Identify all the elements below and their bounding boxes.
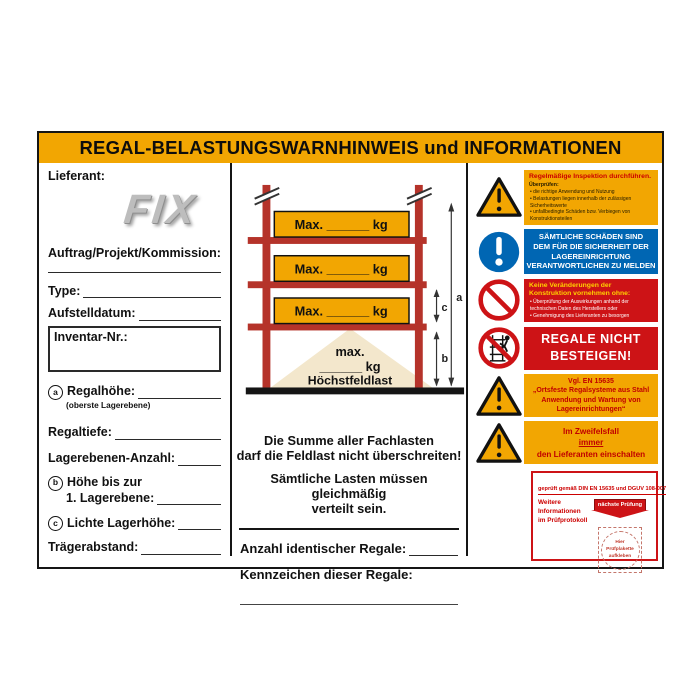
regaltiefe-field bbox=[48, 426, 221, 440]
hoehe-field-line2 bbox=[66, 492, 221, 506]
lagerebenen-blank-line bbox=[178, 453, 221, 466]
inspection-bullet: • unfallbedingte Schäden bzw. Verbiegen von Konstruktionsteilen bbox=[530, 209, 653, 223]
norm-reference-box bbox=[524, 374, 658, 417]
damage-report-line: DEM FÜR DIE SICHERHEIT DER bbox=[533, 241, 649, 251]
lagerebenen-anzahl-label: Lagerebenen-Anzahl: bbox=[48, 450, 176, 465]
safety-info-column bbox=[468, 163, 667, 559]
supplier-logo: FIX bbox=[121, 185, 200, 232]
auftrag-field bbox=[48, 247, 221, 261]
inspection-subheading: Überprüfen: bbox=[529, 182, 559, 189]
damage-report-line: SÄMTLICHE SCHÄDEN SIND bbox=[538, 231, 644, 241]
kennzeichen-field bbox=[240, 567, 458, 582]
certificate-heading: geprüft gemäß DIN EN 15635 und DGUV 108-007 bbox=[538, 486, 666, 495]
damage-report-line: LAGEREINRICHTUNG bbox=[551, 251, 631, 261]
no-changes-row bbox=[474, 278, 658, 322]
regalhoehe-field bbox=[48, 384, 221, 399]
sticker-circle bbox=[601, 531, 640, 570]
inspection-sticker-placeholder bbox=[598, 527, 642, 573]
lichte-lagerhoehe-label: Lichte Lagerhöhe: bbox=[67, 515, 176, 530]
traegerabstand-label: Trägerabstand: bbox=[48, 540, 139, 555]
regaltiefe-label: Regaltiefe: bbox=[48, 425, 112, 439]
no-changes-box bbox=[524, 279, 658, 322]
norm-line: „Ortsfeste Regalsysteme aus Stahl bbox=[532, 387, 650, 395]
type-blank-line bbox=[83, 285, 221, 298]
sign-columns bbox=[39, 163, 667, 582]
floor-bar bbox=[246, 387, 464, 394]
warning-triangle-icon bbox=[474, 422, 524, 464]
certificate-info-line2: im Prüfprotokoll bbox=[538, 516, 588, 524]
norm-reference-row bbox=[474, 374, 658, 417]
doubt-box bbox=[524, 421, 658, 464]
mandatory-exclamation-icon bbox=[474, 230, 524, 274]
warning-triangle-icon bbox=[474, 375, 524, 417]
certificate-info-line1: Weitere Informationen bbox=[538, 499, 581, 515]
inspection-row bbox=[474, 170, 658, 225]
rack-load-warning-sign bbox=[37, 131, 667, 582]
doubt-line2: immer bbox=[578, 438, 604, 448]
sticker-line2: Prüfplakette bbox=[606, 546, 634, 552]
no-changes-bullet-list bbox=[530, 299, 653, 319]
dim-a-label: a bbox=[456, 291, 463, 304]
dimension-a bbox=[448, 203, 454, 387]
middle-divider-line bbox=[239, 528, 459, 530]
even-load-note bbox=[234, 471, 464, 517]
damage-report-box bbox=[524, 229, 658, 274]
lagerebenen-anzahl-field bbox=[48, 452, 221, 466]
lichte-blank-line bbox=[178, 517, 221, 530]
damage-report-line: VERANTWORTLICHEN ZU MELDEN bbox=[526, 261, 656, 271]
sum-warning-line1: Die Summe aller Fachlasten bbox=[264, 433, 434, 448]
rack-diagram-column bbox=[230, 163, 468, 582]
kennzeichen-label: Kennzeichen dieser Regale: bbox=[240, 566, 413, 582]
regaltiefe-blank-line bbox=[115, 427, 221, 440]
shelf-max-load-label-1: Max. ______ kg bbox=[294, 217, 388, 233]
no-climbing-box bbox=[524, 327, 658, 370]
sum-warning-note bbox=[234, 433, 464, 464]
lieferant-label: Lieferant: bbox=[48, 169, 105, 183]
lieferant-field bbox=[48, 170, 221, 184]
inspection-bullet: • Belastungen liegen innerhalb der zulässigen Sicherheitswerte bbox=[530, 196, 653, 210]
lichte-lagerhoehe-field bbox=[48, 515, 221, 530]
even-load-line1: Sämtliche Lasten müssen gleichmäßig bbox=[270, 470, 428, 502]
rack-diagram bbox=[234, 163, 468, 433]
certificate-info bbox=[538, 499, 589, 573]
anzahl-regale-blank-line bbox=[409, 543, 458, 556]
triangle-hoechstfeldlast-label: Höchstfeldlast bbox=[307, 373, 393, 388]
even-load-line2: verteilt sein. bbox=[311, 501, 387, 517]
inspection-heading: Regelmäßige Inspektion durchführen. bbox=[529, 173, 651, 180]
dimension-c bbox=[434, 289, 440, 322]
auftrag-blank-line bbox=[48, 261, 221, 273]
anzahl-regale-field bbox=[240, 541, 458, 556]
certificate-right bbox=[589, 499, 651, 573]
doubt-line1: Im Zweifelsfall bbox=[563, 426, 619, 436]
anzahl-regale-label: Anzahl identischer Regale: bbox=[240, 540, 407, 556]
damage-report-row bbox=[474, 229, 658, 274]
inventar-label: Inventar-Nr.: bbox=[54, 330, 128, 344]
aufstelldatum-field bbox=[48, 307, 221, 321]
shelf-max-load-label-2: Max. ______ kg bbox=[294, 261, 388, 277]
no-changes-bullet: • Überprüfung der Auswirkungen anhand der technischen Daten des Herstellers oder bbox=[530, 299, 653, 313]
no-changes-heading: Keine Veränderungen der Konstruktion vornehmen ohne: bbox=[529, 281, 631, 297]
type-label: Type: bbox=[48, 283, 81, 298]
sticker-line1: Hier bbox=[615, 540, 625, 546]
norm-line: Anwendung und Wartung von bbox=[541, 396, 641, 404]
hoehe-label-line1: Höhe bis zur bbox=[67, 474, 143, 489]
no-climbing-icon bbox=[474, 326, 524, 370]
inventar-nr-box bbox=[48, 326, 221, 372]
inspection-box bbox=[524, 170, 658, 225]
inspection-certificate-box bbox=[531, 471, 667, 561]
prohibition-icon bbox=[474, 278, 524, 322]
sticker-line3: aufkleben bbox=[608, 553, 632, 559]
hoehe-label-line2: 1. Lagerebene: bbox=[66, 490, 155, 505]
rack-beam-3 bbox=[248, 324, 427, 331]
regalhoehe-blank-line bbox=[138, 386, 221, 399]
doubt-row bbox=[474, 421, 658, 464]
no-changes-bullet: • Genehmigung des Lieferanten zu besorgen bbox=[530, 313, 653, 320]
certificate-body bbox=[538, 499, 651, 573]
dimension-b bbox=[434, 331, 440, 386]
norm-line: Vgl. EN 15635 bbox=[568, 377, 614, 385]
traegerabstand-blank-line bbox=[141, 542, 221, 555]
warning-triangle-icon bbox=[474, 176, 524, 218]
regalhoehe-label: Regalhöhe: bbox=[67, 384, 136, 399]
next-inspection-badge: nächste Prüfung bbox=[594, 499, 646, 511]
triangle-max-label: max. bbox=[335, 344, 365, 360]
no-climbing-line1: REGALE NICHT bbox=[541, 332, 641, 347]
aufstelldatum-label: Aufstelldatum: bbox=[48, 306, 136, 321]
inspection-bullet: • die richtige Anwendung und Nutzung bbox=[530, 189, 653, 196]
circle-letter-a: a bbox=[48, 385, 63, 400]
shelf-max-load-label-3: Max. ______ kg bbox=[294, 303, 388, 319]
inspection-bullet-list bbox=[530, 189, 653, 223]
hoehe-field-line1 bbox=[48, 475, 221, 490]
hoehe-blank-line bbox=[157, 492, 221, 505]
no-climbing-row bbox=[474, 326, 658, 370]
type-field bbox=[48, 285, 221, 299]
kennzeichen-blank-line bbox=[240, 591, 458, 605]
regalhoehe-note: (oberste Lagerebene) bbox=[66, 400, 151, 410]
traegerabstand-field bbox=[48, 541, 221, 555]
rack-beam-2 bbox=[248, 281, 427, 288]
post-break-marks bbox=[255, 188, 432, 205]
dim-b-label: b bbox=[441, 352, 449, 365]
form-column bbox=[39, 163, 230, 556]
doubt-line3: den Lieferanten einschalten bbox=[536, 449, 646, 459]
sum-warning-line2: darf die Feldlast nicht überschreiten! bbox=[236, 448, 462, 464]
circle-letter-c: c bbox=[48, 516, 63, 531]
aufstelldatum-blank-line bbox=[139, 308, 222, 321]
circle-letter-b: b bbox=[48, 476, 63, 491]
sign-title: REGAL-BELASTUNGSWARNHINWEIS und INFORMATIONEN bbox=[39, 133, 662, 163]
auftrag-label: Auftrag/Projekt/Kommission: bbox=[48, 245, 221, 260]
norm-line: Lagereinrichtungen“ bbox=[556, 406, 626, 414]
rack-beam-1 bbox=[248, 237, 427, 244]
triangle-kg-label: ______ kg bbox=[319, 358, 381, 374]
no-climbing-line2: BESTEIGEN! bbox=[550, 349, 632, 364]
dim-c-label: c bbox=[441, 301, 448, 314]
